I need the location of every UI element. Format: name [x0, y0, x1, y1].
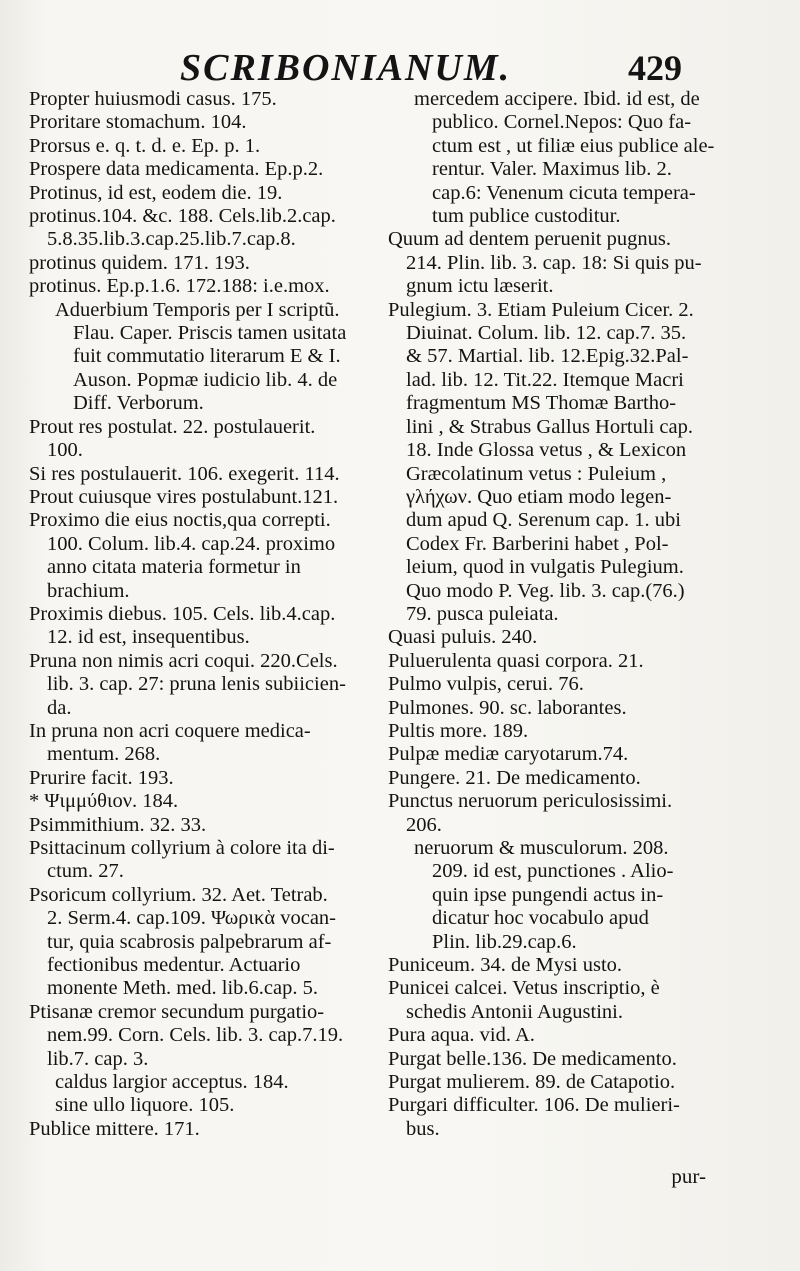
index-entry: Ptisanæ cremor secundum purgatio- nem.99. Corn. Cels. lib. 3. cap.7.19. lib.7. cap. 3.	[29, 1000, 344, 1070]
index-entry: Psittacinum collyrium à colore ita di- ctum. 27.	[29, 837, 335, 883]
index-entry: Pulegium. 3. Etiam Puleium Cicer. 2. Diuinat. Colum. lib. 12. cap.7. 35. & 57. Martial. lib. 12.Epig.32.Pal- lad. lib. 12. Tit.22. Itemque Macri fragmentum MS Thomæ Bartho- lini , & Strabus Gallus Hortuli cap. 18. Inde Glossa vetus , & Lexicon Græcolatinum vetus : Puleium , γλήχων. Quo etiam modo legen- dum apud Q. Serenum cap. 1. ubi Codex Fr. Barberini habet , Pol- leium, quod in vulgatis Pulegium. Quo modo P. Veg. lib. 3. cap.(76.) 79. pusca puleiata.	[388, 298, 694, 625]
index-entry: Pruna non nimis acri coqui. 220.Cels. lib. 3. cap. 27: pruna lenis subiicien- da.	[29, 649, 346, 719]
index-entry: protinus.104. &c. 188. Cels.lib.2.cap. 5.8.35.lib.3.cap.25.lib.7.cap.8.	[29, 205, 336, 251]
index-entry: Proritare stomachum. 104.	[29, 111, 247, 134]
index-entry: Prout res postulat. 22. postulauerit. 100.	[29, 415, 316, 462]
index-entry: Pultis more. 189.	[388, 719, 529, 742]
index-entry: Purgari difficulter. 106. De mulieri- bus.	[388, 1094, 680, 1140]
index-entry: Pungere. 21. De medicamento.	[388, 766, 641, 789]
index-entry: Proximo die eius noctis,qua correpti. 100. Colum. lib.4. cap.24. proximo anno citata materia formetur in brachium.	[29, 509, 336, 602]
index-entry: Pura aqua. vid. A.	[388, 1024, 535, 1047]
index-entry: Quum ad dentem peruenit pugnus. 214. Plin. lib. 3. cap. 18: Si quis pu- gnum ictu læserit.	[388, 228, 702, 298]
index-entry: Psimmithium. 32. 33.	[29, 813, 207, 836]
index-entry: Si res postulauerit. 106. exegerit. 114.	[29, 462, 340, 485]
index-subentry: caldus largior acceptus. 184.	[55, 1071, 289, 1094]
index-subentry: mercedem accipere. Ibid. id est, de publico. Cornel.Nepos: Quo fa- ctum est , ut filiæ eius publice ale- rentur. Valer. Maximus lib. 2. cap.6: Venenum cicuta tempera- tum publice custoditur.	[414, 88, 715, 228]
index-subentry: sine ullo liquore. 105.	[55, 1094, 235, 1117]
index-subentry: Aduerbium Temporis per I scriptũ. Flau. Caper. Priscis tamen usitata fuit commutatio literarum E & I. Auson. Popmæ iudicio lib. 4. de Diff. Verborum.	[55, 298, 347, 415]
index-entry: Protinus, id est, eodem die. 19.	[29, 181, 283, 204]
index-entry: Publice mittere. 171.	[29, 1117, 200, 1140]
index-entry: Pulmo vulpis, cerui. 76.	[388, 673, 584, 696]
page-header	[180, 44, 682, 92]
index-column-left	[29, 88, 384, 1141]
index-entry: In pruna non acri coquere medica- mentum. 268.	[29, 719, 311, 766]
index-entry: Purgat belle.136. De medicamento.	[388, 1047, 677, 1070]
index-entry: Pulpæ mediæ caryotarum.74.	[388, 743, 629, 766]
index-entry: protinus quidem. 171. 193.	[29, 251, 250, 274]
index-subentry: neruorum & musculorum. 208. 209. id est, punctiones . Alio- quin ipse pungendi actus in- dicatur hoc vocabulo apud Plin. lib.29.cap.6.	[414, 837, 674, 953]
index-entry: Psoricum collyrium. 32. Aet. Tetrab. 2. Serm.4. cap.109. Ψωρικὰ vocan- tur, quia scabrosis palpebrarum af- fectionibus medentur. Actuario monente Meth. med. lib.6.cap. 5.	[29, 883, 336, 1000]
index-entry: Purgat mulierem. 89. de Catapotio.	[388, 1071, 676, 1094]
index-entry: Prospere data medicamenta. Ep.p.2.	[29, 158, 324, 181]
index-entry: Prorsus e. q. t. d. e. Ep. p. 1.	[29, 134, 261, 157]
running-head: SCRIBONIANUM.	[180, 47, 512, 89]
index-entry: Quasi puluis. 240.	[388, 626, 538, 649]
index-entry: Prout cuiusque vires postulabunt.121.	[29, 485, 339, 508]
page-number: 429	[628, 48, 682, 88]
index-entry: Puniceum. 34. de Mysi usto.	[388, 954, 623, 977]
index-entry: Propter huiusmodi casus. 175.	[29, 88, 277, 110]
catchword: pur-	[671, 1164, 706, 1188]
index-entry: protinus. Ep.p.1.6. 172.188: i.e.mox.	[29, 275, 330, 298]
index-entry: Punctus neruorum periculosissimi. 206.	[388, 790, 673, 836]
index-entry: * Ψιμμύθιον. 184.	[29, 790, 179, 813]
index-entry: Punicei calcei. Vetus inscriptio, è schedis Antonii Augustini.	[388, 977, 660, 1023]
index-column-right	[388, 88, 730, 1141]
index-entry: Prurire facit. 193.	[29, 766, 174, 789]
index-entry: Puluerulenta quasi corpora. 21.	[388, 649, 644, 672]
index-entry: Pulmones. 90. sc. laborantes.	[388, 696, 627, 719]
index-entry: Proximis diebus. 105. Cels. lib.4.cap. 12. id est, insequentibus.	[29, 602, 336, 649]
